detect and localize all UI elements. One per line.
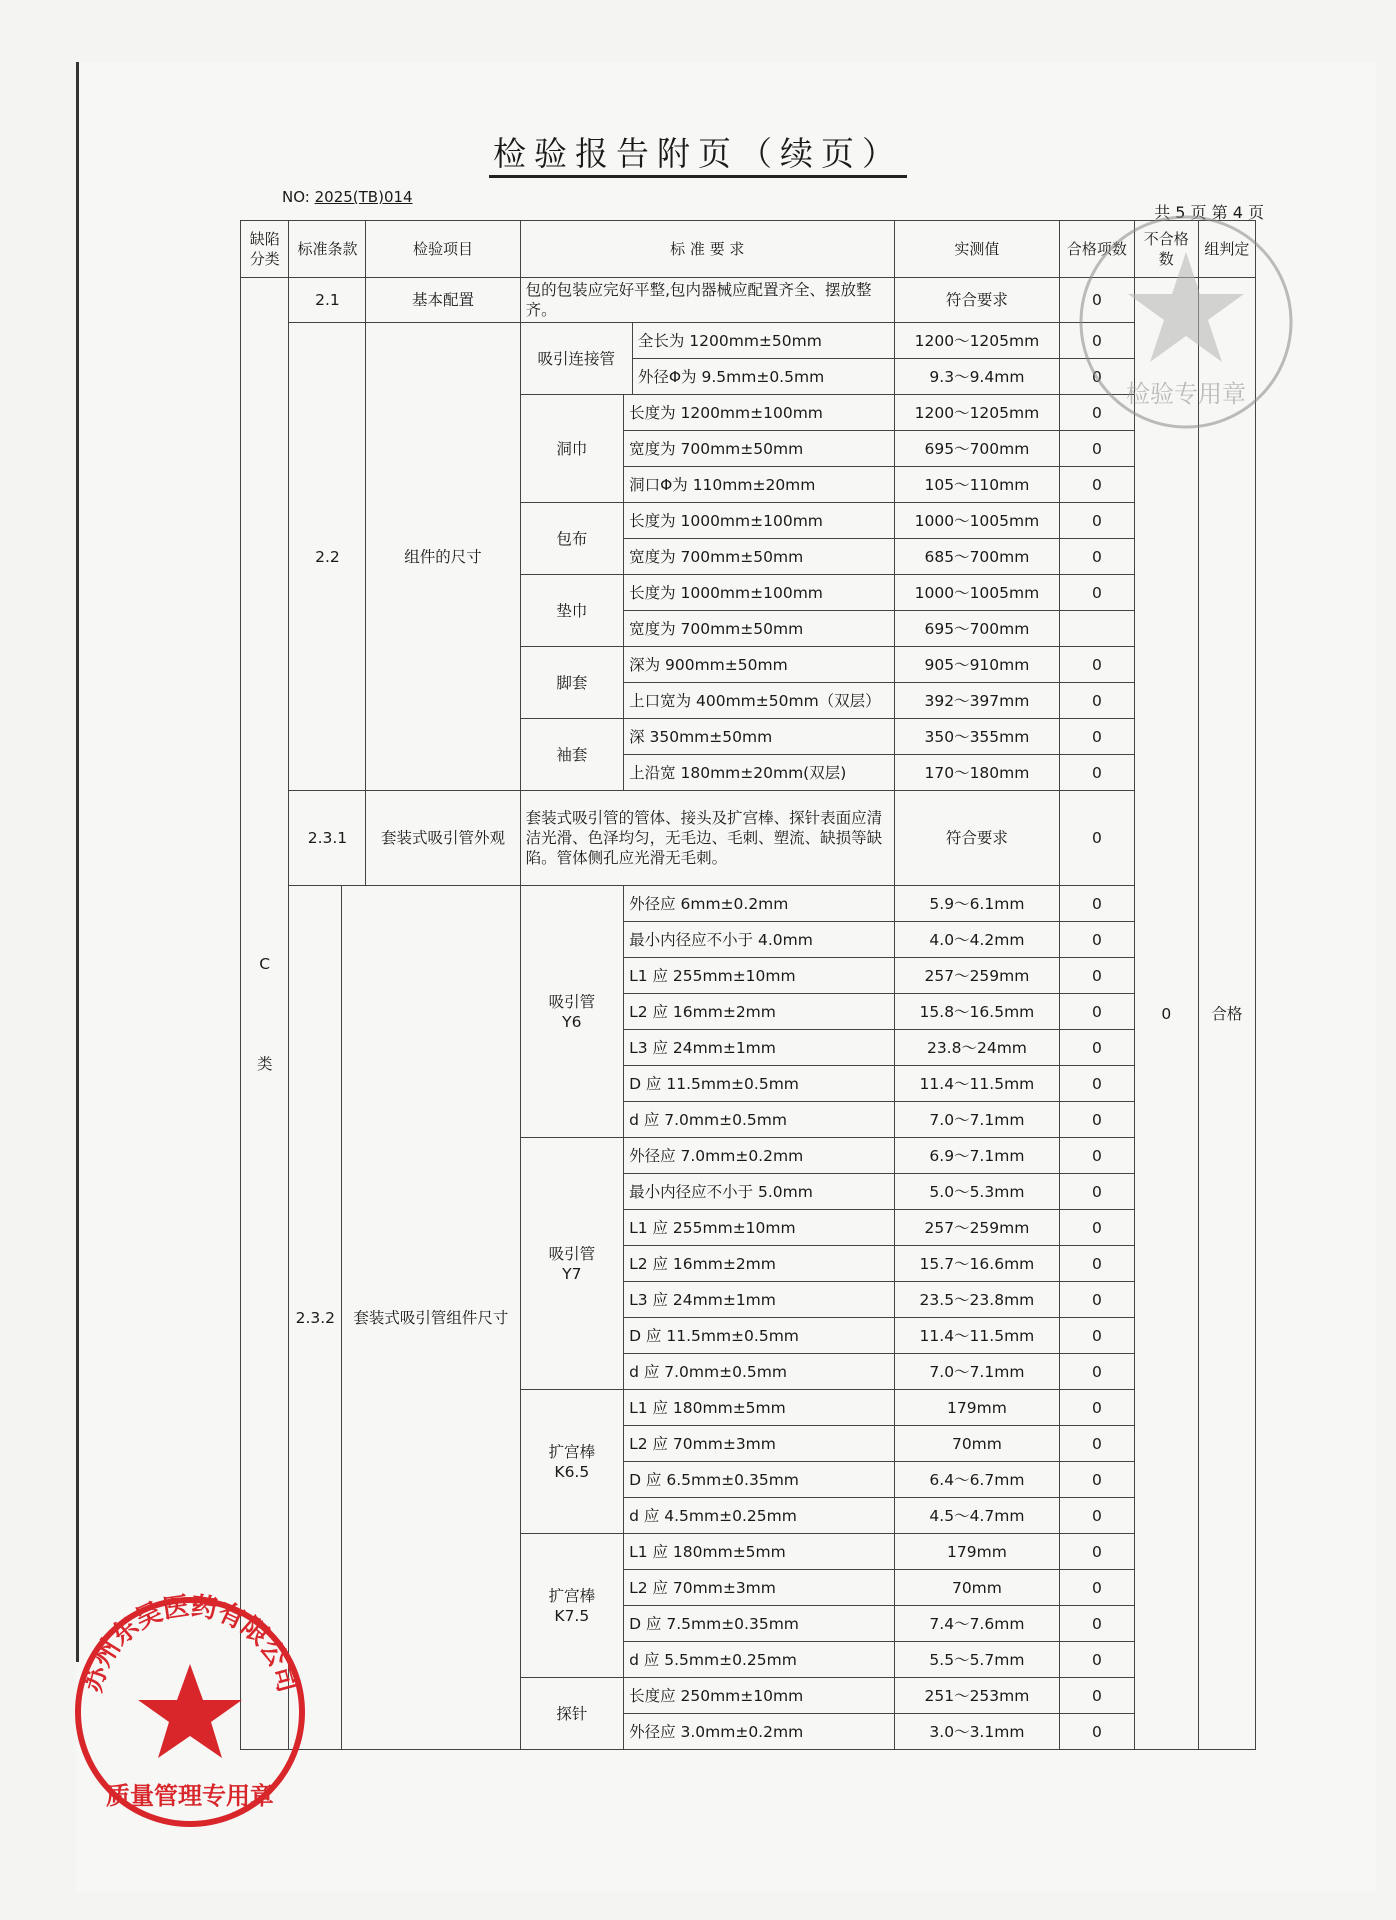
requirement-cell: 外径应 7.0mm±0.2mm (624, 1138, 895, 1174)
measured-value-cell: 1000～1005mm (894, 575, 1059, 611)
measured-value-cell: 5.0～5.3mm (894, 1174, 1059, 1210)
measured-value-cell: 905～910mm (894, 647, 1059, 683)
requirement-cell: 上口宽为 400mm±50mm（双层） (624, 683, 895, 719)
measured-value-cell: 251～253mm (894, 1678, 1059, 1714)
qualified-count-cell: 0 (1059, 1642, 1134, 1678)
qualified-count-cell: 0 (1059, 994, 1134, 1030)
qualified-count-cell: 0 (1059, 467, 1134, 503)
requirement-cell: L1 应 180mm±5mm (624, 1534, 895, 1570)
item-cell: 组件的尺寸 (366, 323, 520, 791)
requirement-cell: D 应 6.5mm±0.35mm (624, 1462, 895, 1498)
qualified-count-cell: 0 (1059, 1210, 1134, 1246)
requirement-cell: L2 应 70mm±3mm (624, 1426, 895, 1462)
qualified-count-cell: 0 (1059, 278, 1134, 323)
header-qualified-count: 合格项数 (1059, 221, 1134, 278)
defect-class-cell: C 类 (241, 278, 289, 1750)
part-cell: 脚套 (520, 647, 623, 719)
header-std-clause: 标准条款 (289, 221, 366, 278)
faint-inspection-stamp (1066, 212, 1306, 442)
qualified-count-cell: 0 (1059, 1318, 1134, 1354)
measured-value-cell: 70mm (894, 1570, 1059, 1606)
measured-value-cell: 4.5～4.7mm (894, 1498, 1059, 1534)
requirement-cell: 最小内径应不小于 4.0mm (624, 922, 895, 958)
measured-value-cell: 392～397mm (894, 683, 1059, 719)
clause-cell: 2.3.2 (289, 886, 342, 1750)
requirement-cell: D 应 11.5mm±0.5mm (624, 1066, 895, 1102)
requirement-cell: 长度为 1000mm±100mm (624, 503, 895, 539)
requirement-cell: L1 应 255mm±10mm (624, 1210, 895, 1246)
part-cell: 扩宫棒 K6.5 (520, 1390, 623, 1534)
requirement-cell: d 应 7.0mm±0.5mm (624, 1102, 895, 1138)
header-measured: 实测值 (894, 221, 1059, 278)
requirement-cell: d 应 7.0mm±0.5mm (624, 1354, 895, 1390)
header-item: 检验项目 (366, 221, 520, 278)
part-cell: 吸引管 Y7 (520, 1138, 623, 1390)
requirement-cell: 包的包装应完好平整,包内器械应配置齐全、摆放整齐。 (520, 278, 894, 323)
requirement-cell: 洞口Φ为 110mm±20mm (624, 467, 895, 503)
qualified-count-cell (1059, 611, 1134, 647)
qualified-count-cell: 0 (1059, 1606, 1134, 1642)
qualified-count-cell: 0 (1059, 1390, 1134, 1426)
measured-value-cell: 23.5～23.8mm (894, 1282, 1059, 1318)
requirement-cell: L3 应 24mm±1mm (624, 1030, 895, 1066)
svg-text:苏州东吴医药有限公司: 苏州东吴医药有限公司 (77, 1592, 303, 1696)
requirement-cell: 深为 900mm±50mm (624, 647, 895, 683)
measured-value-cell: 3.0～3.1mm (894, 1714, 1059, 1750)
requirement-cell: 套装式吸引管的管体、接头及扩宫棒、探针表面应清洁光滑、色泽均匀，无毛边、毛刺、塑流、缺损等缺陷。管体侧孔应光滑无毛刺。 (520, 791, 894, 886)
qualified-count-cell: 0 (1059, 1246, 1134, 1282)
scan-edge-line (76, 62, 79, 1662)
measured-value-cell: 695～700mm (894, 611, 1059, 647)
measured-value-cell: 15.8～16.5mm (894, 994, 1059, 1030)
requirement-cell: 外径Φ为 9.5mm±0.5mm (632, 359, 894, 395)
part-cell: 洞巾 (520, 395, 623, 503)
qualified-count-cell: 0 (1059, 503, 1134, 539)
requirement-cell: L2 应 70mm±3mm (624, 1570, 895, 1606)
header-defect-class: 缺陷分类 (241, 221, 289, 278)
measured-value-cell: 7.4～7.6mm (894, 1606, 1059, 1642)
measured-value-cell: 179mm (894, 1534, 1059, 1570)
requirement-cell: 长度为 1200mm±100mm (624, 395, 895, 431)
part-cell: 袖套 (520, 719, 623, 791)
qualified-count-cell: 0 (1059, 1462, 1134, 1498)
inspection-table (240, 220, 1256, 1750)
measured-value-cell: 15.7～16.6mm (894, 1246, 1059, 1282)
measured-value-cell: 11.4～11.5mm (894, 1318, 1059, 1354)
measured-value-cell: 符合要求 (894, 791, 1059, 886)
requirement-cell: 长度为 1000mm±100mm (624, 575, 895, 611)
qualified-count-cell: 0 (1059, 791, 1134, 886)
measured-value-cell: 257～259mm (894, 1210, 1059, 1246)
requirement-cell: 宽度为 700mm±50mm (624, 539, 895, 575)
table-row (241, 791, 1256, 886)
measured-value-cell: 350～355mm (894, 719, 1059, 755)
requirement-cell: 宽度为 700mm±50mm (624, 611, 895, 647)
qualified-count-cell: 0 (1059, 1282, 1134, 1318)
measured-value-cell: 105～110mm (894, 467, 1059, 503)
qualified-count-cell: 0 (1059, 922, 1134, 958)
qualified-count-cell: 0 (1059, 431, 1134, 467)
qualified-count-cell: 0 (1059, 359, 1134, 395)
measured-value-cell: 4.0～4.2mm (894, 922, 1059, 958)
measured-value-cell: 695～700mm (894, 431, 1059, 467)
qualified-count-cell: 0 (1059, 1102, 1134, 1138)
qualified-count-cell: 0 (1059, 1498, 1134, 1534)
measured-value-cell: 11.4～11.5mm (894, 1066, 1059, 1102)
qualified-count-cell: 0 (1059, 958, 1134, 994)
qualified-count-cell: 0 (1059, 1426, 1134, 1462)
requirement-cell: L2 应 16mm±2mm (624, 1246, 895, 1282)
requirement-cell: 深 350mm±50mm (624, 719, 895, 755)
measured-value-cell: 1200～1205mm (894, 395, 1059, 431)
qualified-count-cell: 0 (1059, 1354, 1134, 1390)
group-judgment-cell: 合格 (1198, 278, 1255, 1750)
part-cell: 扩宫棒 K7.5 (520, 1534, 623, 1678)
requirement-cell: d 应 4.5mm±0.25mm (624, 1498, 895, 1534)
qualified-count-cell: 0 (1059, 395, 1134, 431)
qualified-count-cell: 0 (1059, 1066, 1134, 1102)
measured-value-cell: 5.9～6.1mm (894, 886, 1059, 922)
measured-value-cell: 1200～1205mm (894, 323, 1059, 359)
clause-cell: 2.2 (289, 323, 366, 791)
item-cell: 套装式吸引管组件尺寸 (342, 886, 520, 1750)
qualified-count-cell: 0 (1059, 886, 1134, 922)
header-group-judgment: 组判定 (1198, 221, 1255, 278)
requirement-cell: D 应 7.5mm±0.35mm (624, 1606, 895, 1642)
company-seal (70, 1592, 310, 1832)
measured-value-cell: 6.9～7.1mm (894, 1138, 1059, 1174)
part-cell: 包布 (520, 503, 623, 575)
qualified-count-cell: 0 (1059, 1714, 1134, 1750)
requirement-cell: L3 应 24mm±1mm (624, 1282, 895, 1318)
measured-value-cell: 7.0～7.1mm (894, 1354, 1059, 1390)
qualified-count-cell: 0 (1059, 1030, 1134, 1066)
qualified-count-cell: 0 (1059, 1534, 1134, 1570)
qualified-count-cell: 0 (1059, 323, 1134, 359)
part-cell: 垫巾 (520, 575, 623, 647)
requirement-cell: 外径应 3.0mm±0.2mm (624, 1714, 895, 1750)
requirement-cell: L1 应 180mm±5mm (624, 1390, 895, 1426)
qualified-count-cell: 0 (1059, 647, 1134, 683)
header-requirement: 标 准 要 求 (520, 221, 894, 278)
requirement-cell: 长度应 250mm±10mm (624, 1678, 895, 1714)
clause-cell: 2.1 (289, 278, 366, 323)
qualified-count-cell: 0 (1059, 1138, 1134, 1174)
qualified-count-cell: 0 (1059, 755, 1134, 791)
measured-value-cell: 23.8～24mm (894, 1030, 1059, 1066)
qualified-count-cell: 0 (1059, 683, 1134, 719)
report-title: 检验报告附页（续页） (0, 128, 1396, 175)
measured-value-cell: 70mm (894, 1426, 1059, 1462)
svg-text:检验专用章: 检验专用章 (1126, 380, 1246, 408)
group-unqualified-cell: 0 (1134, 278, 1198, 1750)
requirement-cell: L1 应 255mm±10mm (624, 958, 895, 994)
qualified-count-cell: 0 (1059, 1174, 1134, 1210)
measured-value-cell: 170～180mm (894, 755, 1059, 791)
qualified-count-cell: 0 (1059, 1570, 1134, 1606)
part-cell: 吸引连接管 (520, 323, 632, 395)
measured-value-cell: 9.3～9.4mm (894, 359, 1059, 395)
qualified-count-cell: 0 (1059, 1678, 1134, 1714)
requirement-cell: 最小内径应不小于 5.0mm (624, 1174, 895, 1210)
measured-value-cell: 5.5～5.7mm (894, 1642, 1059, 1678)
requirement-cell: d 应 5.5mm±0.25mm (624, 1642, 895, 1678)
measured-value-cell: 6.4～6.7mm (894, 1462, 1059, 1498)
requirement-cell: 外径应 6mm±0.2mm (624, 886, 895, 922)
table-row (241, 886, 1256, 922)
measured-value-cell: 257～259mm (894, 958, 1059, 994)
requirement-cell: 上沿宽 180mm±20mm(双层) (624, 755, 895, 791)
item-cell: 基本配置 (366, 278, 520, 323)
clause-cell: 2.3.1 (289, 791, 366, 886)
requirement-cell: 全长为 1200mm±50mm (632, 323, 894, 359)
qualified-count-cell: 0 (1059, 539, 1134, 575)
part-cell: 探针 (520, 1678, 623, 1750)
requirement-cell: L2 应 16mm±2mm (624, 994, 895, 1030)
measured-value-cell: 685～700mm (894, 539, 1059, 575)
qualified-count-cell: 0 (1059, 575, 1134, 611)
report-number: NO: 2025(TB)014 (282, 188, 413, 206)
measured-value-cell: 符合要求 (894, 278, 1059, 323)
svg-text:质量管理专用章: 质量管理专用章 (106, 1782, 274, 1810)
part-cell: 吸引管 Y6 (520, 886, 623, 1138)
measured-value-cell: 179mm (894, 1390, 1059, 1426)
measured-value-cell: 1000～1005mm (894, 503, 1059, 539)
requirement-cell: D 应 11.5mm±0.5mm (624, 1318, 895, 1354)
requirement-cell: 宽度为 700mm±50mm (624, 431, 895, 467)
header-unqualified-count: 不合格数 (1134, 221, 1198, 278)
measured-value-cell: 7.0～7.1mm (894, 1102, 1059, 1138)
qualified-count-cell: 0 (1059, 719, 1134, 755)
item-cell: 套装式吸引管外观 (366, 791, 520, 886)
page-info: 共 5 页 第 4 页 (1154, 203, 1264, 222)
